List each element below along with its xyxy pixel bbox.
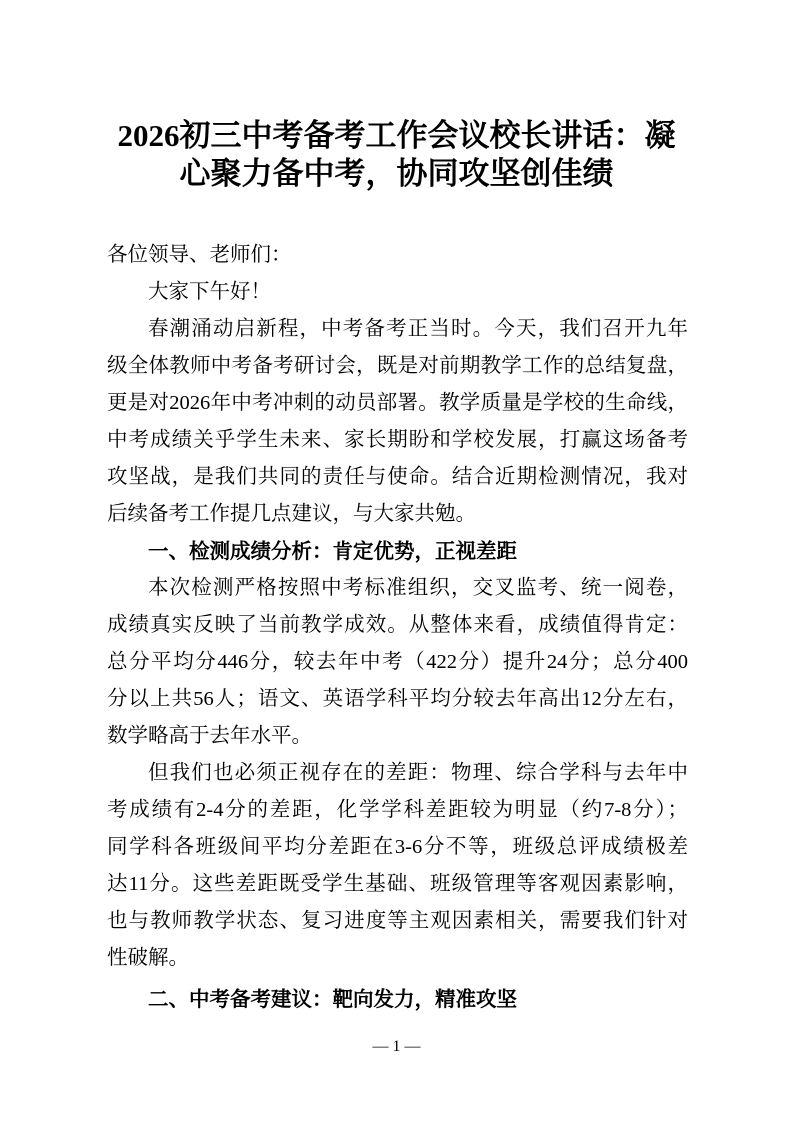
text-line: 大家下午好！ xyxy=(148,281,271,303)
document-title xyxy=(100,117,693,193)
text-line: 攻坚战，是我们共同的责任与使命。结合近期检测情况，我对 xyxy=(107,466,688,488)
paragraph xyxy=(107,570,688,755)
text-line: 中考成绩关乎学生未来、家长期盼和学校发展，打赢这场备考 xyxy=(107,429,688,451)
text-line: 也与教师教学状态、复习进度等主观因素相关，需要我们针对 xyxy=(107,910,688,932)
text-line: 性破解。 xyxy=(107,947,189,969)
text-line: 各位领导、老师们： xyxy=(107,244,292,266)
text-line: 同学科各班级间平均分差距在3-6分不等，班级总评成绩极差 xyxy=(107,836,688,858)
section-heading xyxy=(107,533,688,570)
text-line: 分以上共56人；语文、英语学科平均分较去年高出12分左右， xyxy=(107,688,688,710)
text-line: 级全体教师中考备考研讨会，既是对前期教学工作的总结复盘， xyxy=(107,355,688,377)
text-line: 总分平均分446分，较去年中考（422分）提升24分；总分400 xyxy=(107,651,688,673)
text-line: 二、中考备考建议：靶向发力，精准攻坚 xyxy=(148,988,517,1011)
text-line: 春潮涌动启新程，中考备考正当时。今天，我们召开九年 xyxy=(148,318,688,340)
paragraph xyxy=(107,755,688,977)
text-line: 成绩真实反映了当前教学成效。从整体来看，成绩值得肯定： xyxy=(107,614,688,636)
text-line: 后续备考工作提几点建议，与大家共勉。 xyxy=(107,503,476,525)
document-body xyxy=(107,237,688,1018)
text-line: 更是对2026年中考冲刺的动员部署。教学质量是学校的生命线， xyxy=(107,392,688,414)
title-line-1: 2026初三中考备考工作会议校长讲话：凝 xyxy=(117,118,676,153)
text-line: 考成绩有2-4分的差距，化学学科差距较为明显（约7-8分）； xyxy=(107,799,688,821)
text-line: 本次检测严格按照中考标准组织，交叉监考、统一阅卷， xyxy=(148,577,688,599)
paragraph xyxy=(107,274,688,311)
paragraph xyxy=(107,311,688,533)
salutation xyxy=(107,237,688,274)
text-line: 一、检测成绩分析：肯定优势，正视差距 xyxy=(148,540,517,563)
section-heading xyxy=(107,981,688,1018)
title-line-2: 心聚力备中考，协同攻坚创佳绩 xyxy=(179,156,614,191)
page-number: — 1 — xyxy=(372,1038,421,1055)
text-line: 但我们也必须正视存在的差距：物理、综合学科与去年中 xyxy=(148,762,688,784)
text-line: 数学略高于去年水平。 xyxy=(107,725,312,747)
text-line: 达11分。这些差距既受学生基础、班级管理等客观因素影响， xyxy=(107,873,688,895)
